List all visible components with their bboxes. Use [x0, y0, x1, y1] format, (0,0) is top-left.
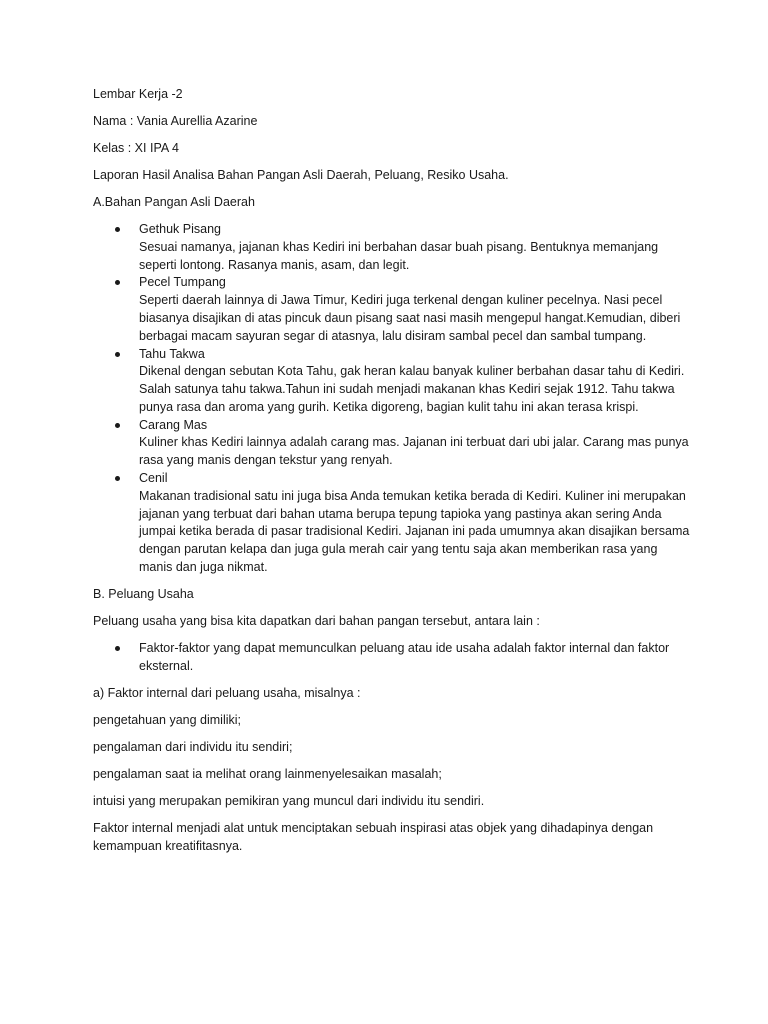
closing-paragraph: Faktor internal menjadi alat untuk menciptakan sebuah inspirasi atas objek yang dihadapinya dengan kemampuan kreatifitasnya. — [93, 820, 654, 853]
food-title: Pecel Tumpang — [139, 275, 226, 290]
internal-factor-item: pengalaman dari individu itu sendiri; — [93, 739, 293, 754]
bullet-icon — [115, 423, 120, 428]
bullet-icon — [115, 227, 120, 232]
bullet-icon — [115, 476, 120, 481]
internal-factor-item: pengetahuan yang dimiliki; — [93, 712, 242, 727]
section-a-heading: A.Bahan Pangan Asli Daerah — [93, 194, 255, 209]
factor-bullet-text: Faktor-faktor yang dapat memunculkan peluang atau ide usaha adalah faktor internal dan faktor eksternal. — [139, 641, 670, 673]
food-description: Sesuai namanya, jajanan khas Kediri ini berbahan dasar buah pisang. Bentuknya memanjang seperti lontong. Rasanya manis, asam, dan legit. — [139, 239, 659, 272]
list-item — [93, 417, 693, 470]
food-title: Tahu Takwa — [139, 346, 205, 361]
list-item — [93, 221, 693, 274]
food-description: Seperti daerah lainnya di Jawa Timur, Kediri juga terkenal dengan kuliner pecelnya. Nasi pecel biasanya disajikan di atas pincuk daun pisang saat nasi masih mengepul hangat.Kemudian, diberi berbagai macam sayuran segar di atasnya, lalu disiram sambal pecel dan sambal tumpang. — [139, 293, 681, 343]
student-class: Kelas : XI IPA 4 — [93, 140, 179, 155]
factor-bullet-list — [93, 640, 693, 676]
list-item — [93, 346, 693, 417]
bullet-icon — [115, 280, 120, 285]
food-description: Dikenal dengan sebutan Kota Tahu, gak heran kalau banyak kuliner berbahan dasar tahu di Kediri. Salah satunya tahu takwa.Tahun ini sudah menjadi makanan khas Kediri sejak 1912. Tahu takwa punya rasa dan aroma yang gurih. Ketika digoreng, bagian kulit tahu ini akan terasa krispi. — [139, 364, 685, 414]
worksheet-title: Lembar Kerja -2 — [93, 87, 183, 101]
section-b-heading: B. Peluang Usaha — [93, 587, 194, 602]
report-title: Laporan Hasil Analisa Bahan Pangan Asli Daerah, Peluang, Resiko Usaha. — [93, 167, 509, 182]
bullet-icon — [115, 352, 120, 357]
section-b-intro: Peluang usaha yang bisa kita dapatkan dari bahan pangan tersebut, antara lain : — [93, 614, 540, 629]
internal-factor-item: pengalaman saat ia melihat orang lainmenyelesaikan masalah; — [93, 766, 442, 781]
food-title: Cenil — [139, 471, 168, 486]
student-name: Nama : Vania Aurellia Azarine — [93, 113, 258, 128]
food-description: Kuliner khas Kediri lainnya adalah carang mas. Jajanan ini terbuat dari ubi jalar. Carang mas punya rasa yang manis dengan tekstur yang renyah. — [139, 435, 689, 468]
document-content — [93, 86, 693, 855]
list-item — [93, 640, 693, 676]
internal-factor-heading: a) Faktor internal dari peluang usaha, misalnya : — [93, 685, 361, 700]
list-item — [93, 470, 693, 577]
bullet-icon — [115, 646, 120, 651]
internal-factor-item: intuisi yang merupakan pemikiran yang muncul dari individu itu sendiri. — [93, 793, 485, 808]
food-list — [93, 221, 693, 577]
list-item — [93, 274, 693, 345]
food-description: Makanan tradisional satu ini juga bisa Anda temukan ketika berada di Kediri. Kuliner ini merupakan jajanan yang terbuat dari bahan utama berupa tepung tapioka yang pastinya akan sering Anda jumpai ketika berada di pasar tradisional Kediri. Jajanan ini pada umumnya akan disajikan bersama dengan parutan kelapa dan juga gula merah cair yang tentu saja akan memberikan rasa yang manis dan juga nikmat. — [139, 488, 690, 575]
food-title: Gethuk Pisang — [139, 221, 221, 236]
food-title: Carang Mas — [139, 417, 208, 432]
